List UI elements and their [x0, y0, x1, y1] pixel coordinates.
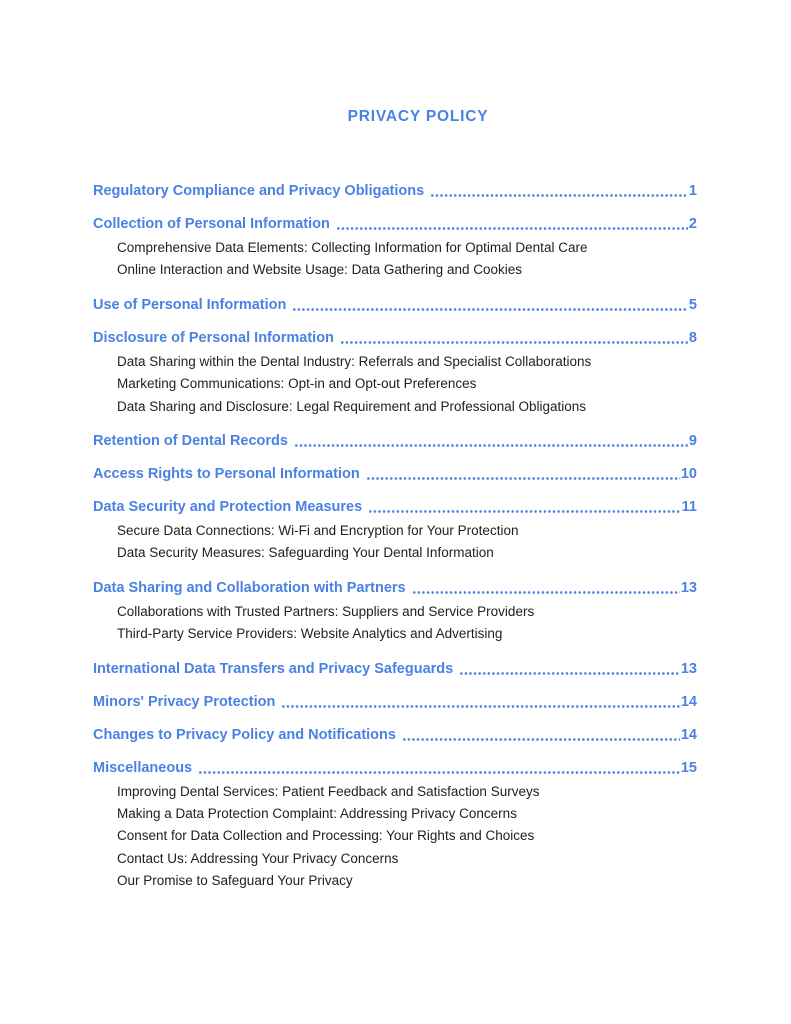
toc-entry-label: Access Rights to Personal Information [93, 466, 360, 483]
toc-heading-row [93, 578, 697, 598]
dot-leader [366, 475, 680, 481]
dot-leader [292, 306, 688, 312]
dot-leader [340, 339, 688, 345]
toc-entry-label: Data Sharing and Collaboration with Partners [93, 579, 406, 596]
toc-entry-page: 13 [680, 660, 697, 677]
dot-leader [402, 736, 680, 742]
toc-heading-row [93, 214, 697, 234]
toc-entry-page: 5 [688, 296, 697, 313]
toc-entry-label: Minors' Privacy Protection [93, 693, 276, 710]
toc-subitem: Data Security Measures: Safeguarding Your Dental Information [117, 545, 494, 561]
toc-sublist [93, 237, 697, 282]
toc-sublist [93, 601, 697, 646]
toc-entry-page: 1 [688, 183, 697, 199]
toc-heading-row [93, 497, 697, 517]
toc-sublist [93, 520, 697, 565]
toc-entry-label: Regulatory Compliance and Privacy Obligations [93, 183, 425, 199]
toc-heading-row [93, 464, 697, 484]
toc-sublist [93, 781, 697, 893]
toc-entry-label: Collection of Personal Information [93, 216, 330, 232]
toc-entry [93, 214, 697, 282]
toc-sublist [93, 351, 697, 418]
dot-leader [294, 442, 688, 448]
toc-entry-page: 8 [688, 329, 697, 346]
toc-entry-label: International Data Transfers and Privacy Safeguards [93, 660, 454, 677]
toc-entry-page: 11 [681, 499, 697, 516]
toc-entry-page: 13 [680, 579, 697, 596]
dot-leader [281, 703, 680, 709]
toc-heading-row [93, 295, 697, 315]
toc-subitem: Making a Data Protection Complaint: Addressing Privacy Concerns [117, 806, 517, 822]
page-title: PRIVACY POLICY [347, 108, 489, 125]
toc-subitem: Collaborations with Trusted Partners: Suppliers and Service Providers [117, 603, 535, 619]
toc-entry [93, 431, 697, 451]
toc-entry-label: Use of Personal Information [93, 296, 287, 313]
dot-leader [368, 508, 681, 514]
toc-entry [93, 181, 697, 201]
dot-leader [198, 769, 680, 775]
dot-leader [336, 225, 688, 231]
toc-subitem: Comprehensive Data Elements: Collecting Information for Optimal Dental Care [117, 240, 588, 255]
toc-subitem: Third-Party Service Providers: Website Analytics and Advertising [117, 626, 503, 642]
dot-leader [412, 589, 680, 595]
toc-heading-row [93, 758, 697, 778]
toc-entry [93, 497, 697, 565]
toc-subitem: Contact Us: Addressing Your Privacy Concerns [117, 850, 399, 866]
toc-entry [93, 758, 697, 893]
toc-entry-label: Changes to Privacy Policy and Notifications [93, 726, 396, 743]
toc-entry [93, 464, 697, 484]
dot-leader [430, 192, 688, 198]
toc-entry-page: 2 [688, 216, 697, 232]
toc-heading-row [93, 725, 697, 745]
toc-subitem: Data Sharing and Disclosure: Legal Requirement and Professional Obligations [117, 398, 587, 414]
toc-entry [93, 692, 697, 712]
toc-subitem: Consent for Data Collection and Processing: Your Rights and Choices [117, 828, 535, 844]
toc-entry [93, 295, 697, 315]
toc-heading-row [93, 692, 697, 712]
toc-heading-row [93, 431, 697, 451]
toc-subitem: Data Sharing within the Dental Industry: Referrals and Specialist Collaborations [117, 353, 592, 369]
toc-subitem: Improving Dental Services: Patient Feedback and Satisfaction Surveys [117, 783, 540, 799]
toc-entry [93, 578, 697, 646]
toc-entry-page: 15 [680, 759, 697, 776]
toc-list [93, 181, 697, 893]
toc-entry-page: 14 [680, 726, 697, 743]
dot-leader [459, 670, 680, 676]
toc-subitem: Marketing Communications: Opt-in and Opt-out Preferences [117, 376, 477, 392]
toc-subitem: Secure Data Connections: Wi-Fi and Encryption for Your Protection [117, 523, 519, 539]
toc-entry-page: 14 [680, 693, 697, 710]
toc-entry [93, 659, 697, 679]
toc-entry-page: 9 [688, 433, 697, 450]
toc-subitem: Our Promise to Safeguard Your Privacy [117, 873, 353, 889]
toc-entry-label: Data Security and Protection Measures [93, 499, 363, 516]
toc-entry-label: Miscellaneous [93, 759, 193, 776]
toc-entry [93, 328, 697, 418]
toc-entry-page: 10 [680, 466, 697, 483]
toc-subitem: Online Interaction and Website Usage: Data Gathering and Cookies [117, 262, 522, 278]
toc-entry-label: Disclosure of Personal Information [93, 329, 334, 346]
toc-entry [93, 725, 697, 745]
toc-heading-row [93, 181, 697, 201]
toc-heading-row [93, 328, 697, 348]
toc-heading-row [93, 659, 697, 679]
toc-entry-label: Retention of Dental Records [93, 433, 288, 450]
